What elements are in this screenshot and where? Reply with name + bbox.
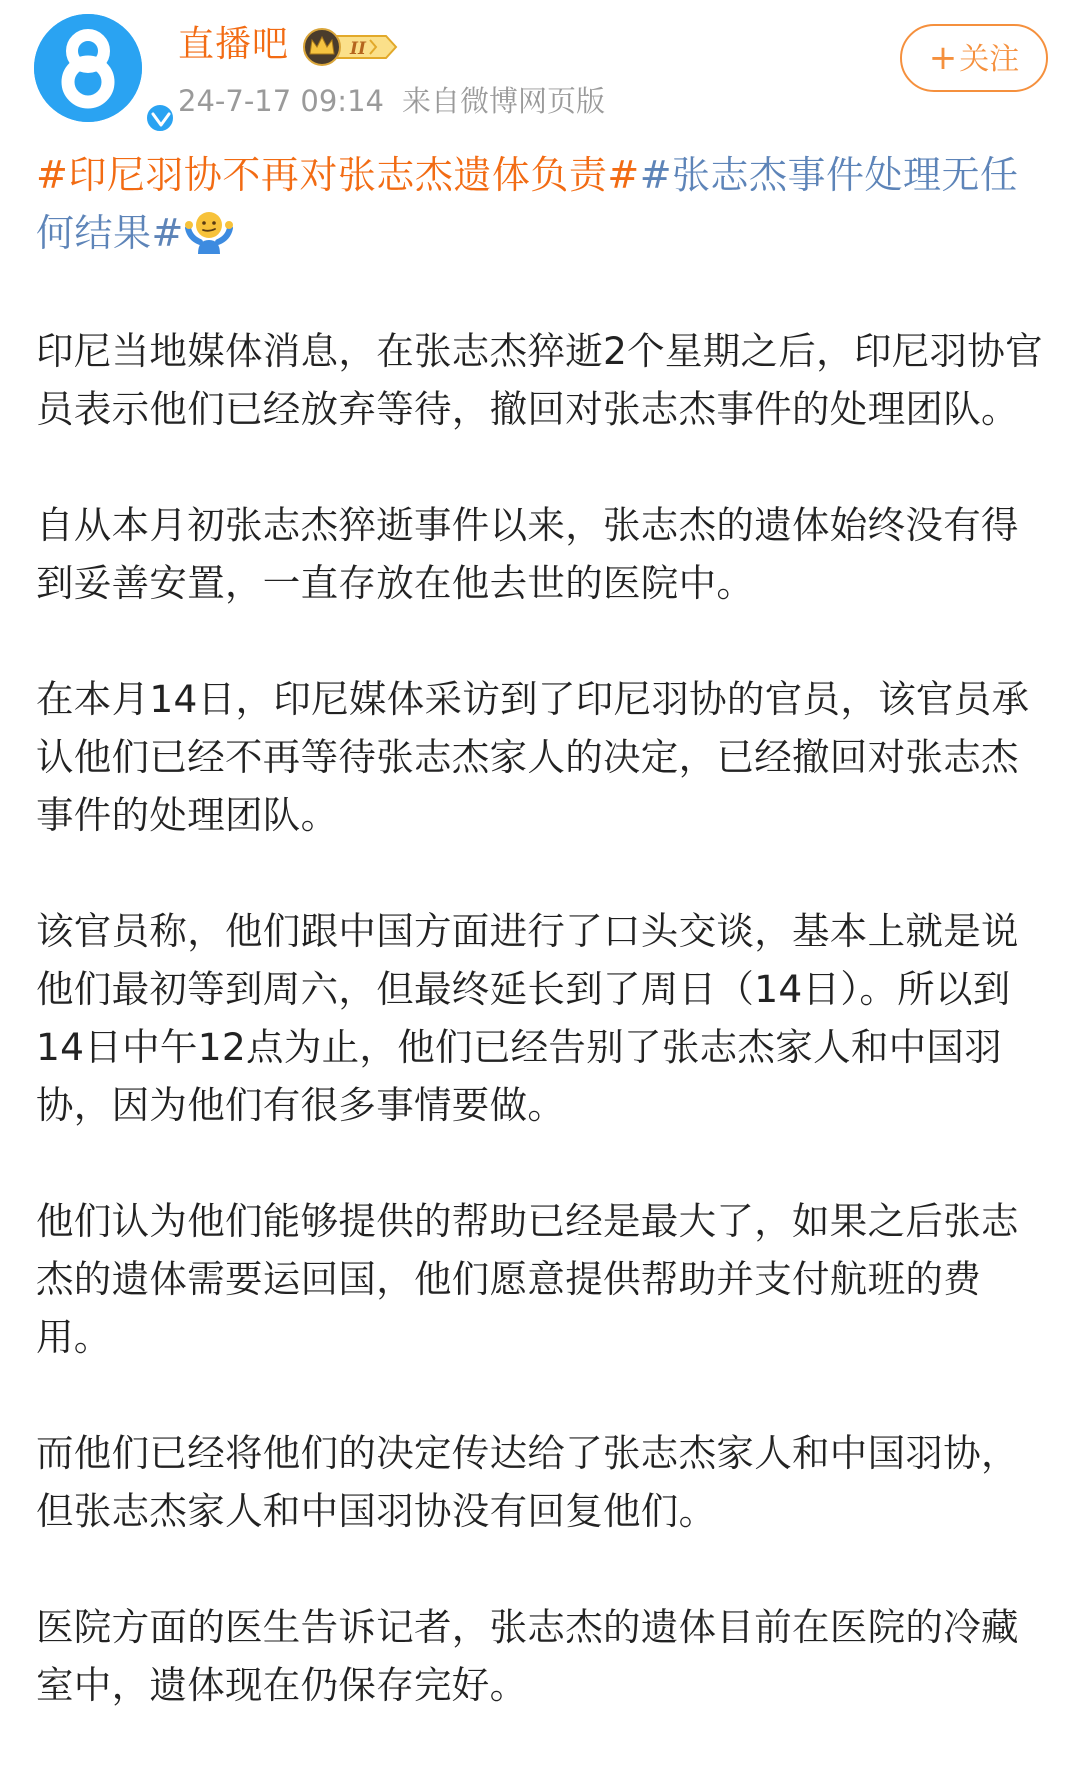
crown-level-badge-icon	[302, 28, 400, 66]
hashtag-topic-1[interactable]: #印尼羽协不再对张志杰遗体负责#	[36, 153, 640, 197]
hashtag-topic-2[interactable]: #张志杰事件处理无任何结果#	[36, 153, 1019, 255]
post-timestamp: 24-7-17 09:14	[178, 84, 384, 118]
follow-button-label: 关注	[959, 42, 1020, 77]
verified-icon	[144, 102, 176, 134]
post-paragraph-1: 印尼当地媒体消息，在张志杰猝逝2个星期之后，印尼羽协官员表示他们已经放弃等待，撤回对张志杰事件的处理团队。	[36, 329, 1043, 431]
hashtag-line	[36, 146, 1046, 262]
post-paragraph-4: 该官员称，他们跟中国方面进行了口头交谈，基本上就是说他们最初等到周六，但最终延长到了周日（14日）。所以到14日中午12点为止，他们已经告别了张志杰家人和中国羽协，因为他们有很多事情要做。	[36, 909, 1019, 1127]
plus-icon: +	[928, 38, 958, 78]
post-header	[0, 0, 1080, 130]
shrug-emoji-icon	[184, 208, 234, 254]
avatar-8-logo	[34, 14, 142, 122]
post-paragraph-2: 自从本月初张志杰猝逝事件以来，张志杰的遗体始终没有得到妥善安置，一直存放在他去世的医院中。	[36, 503, 1019, 605]
badge-level-text: II	[350, 39, 366, 59]
post-source[interactable]: 来自微博网页版	[401, 84, 605, 118]
post-meta	[178, 82, 605, 120]
post-paragraph-5: 他们认为他们能够提供的帮助已经是最大了，如果之后张志杰的遗体需要运回国，他们愿意提供帮助并支付航班的费用。	[36, 1199, 1019, 1359]
post-content	[36, 146, 1046, 1714]
post-paragraph-6: 而他们已经将他们的决定传达给了张志杰家人和中国羽协，但张志杰家人和中国羽协没有回复他们。	[36, 1431, 1019, 1533]
username[interactable]: 直播吧	[178, 24, 290, 65]
avatar[interactable]	[34, 14, 142, 122]
post-paragraph-3: 在本月14日，印尼媒体采访到了印尼羽协的官员，该官员承认他们已经不再等待张志杰家人的决定，已经撤回对张志杰事件的处理团队。	[36, 677, 1030, 837]
follow-button[interactable]	[900, 24, 1048, 92]
post-paragraph-7: 医院方面的医生告诉记者，张志杰的遗体目前在医院的冷藏室中，遗体现在仍保存完好。	[36, 1605, 1019, 1707]
